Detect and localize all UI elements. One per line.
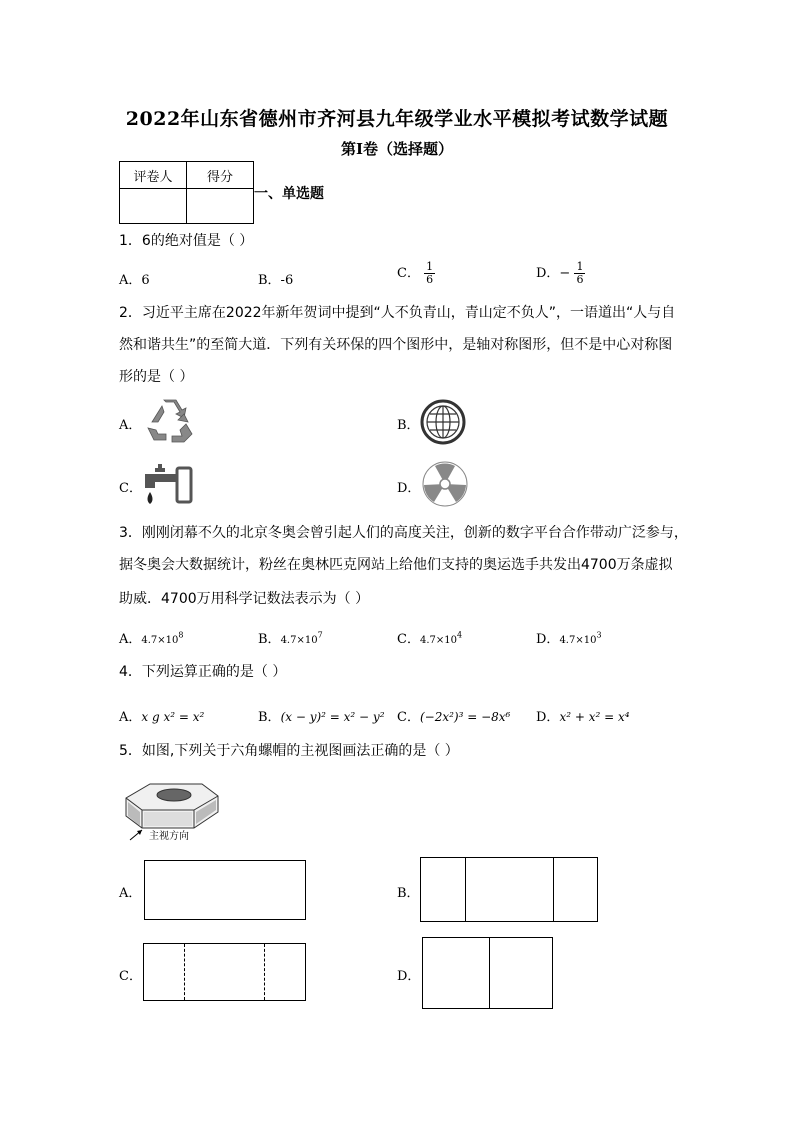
q1-option-c — [397, 261, 435, 286]
q1-option-d-label: D．− — [536, 266, 571, 281]
question-5: 5．如图,下列关于六角螺帽的主视图画法正确的是（ ） — [119, 743, 459, 759]
q5-c-dashed-left — [184, 944, 185, 1000]
q2-option-a: A． — [119, 418, 142, 433]
q3-option-c-label: C． — [397, 632, 420, 647]
q5-option-c-figure — [143, 943, 306, 1001]
q1-option-d — [536, 261, 585, 286]
q5-d-line-middle — [489, 938, 490, 1008]
score-table — [119, 161, 254, 224]
q3-option-a-exp: 8 — [178, 630, 184, 640]
q3-option-a-label: A． — [119, 632, 142, 647]
q1-option-b: B．-6 — [258, 273, 294, 288]
question-1: 1．6的绝对值是（ ） — [119, 233, 254, 249]
question-2-line-3: 形的是（ ） — [119, 369, 194, 385]
question-3-line-2: 据冬奥会大数据统计，粉丝在奥林匹克网站上给他们支持的奥运选手共发出4700万条虚拟 — [119, 557, 673, 573]
q3-option-d — [536, 628, 602, 647]
q5-option-d-figure — [422, 937, 553, 1009]
q1-option-a: A．6 — [119, 273, 150, 288]
question-2-line-1: 2．习近平主席在2022年新年贺词中提到“人不负青山，青山定不负人”，一语道出“人与自 — [119, 305, 676, 321]
q1-option-d-fraction — [574, 261, 585, 286]
q5-c-dashed-right — [264, 944, 265, 1000]
q1-d-numerator: 1 — [576, 260, 584, 273]
q4-option-b-math: (x − y)² = x² − y² — [280, 710, 385, 724]
q4-option-b — [258, 706, 385, 725]
score-cell — [187, 189, 254, 224]
q1-c-denominator: 6 — [426, 273, 434, 286]
score-header: 得分 — [187, 162, 254, 189]
q1-option-c-label: C． — [397, 266, 420, 281]
q5-b-line-right — [553, 858, 554, 921]
q3-option-d-label: D． — [536, 632, 560, 647]
question-3-line-3: 助威．4700万用科学记数法表示为（ ） — [119, 591, 370, 607]
q3-option-b-base: 4.7×10 — [280, 635, 318, 646]
q5-option-b-figure — [420, 857, 598, 922]
q3-option-c-base: 4.7×10 — [419, 635, 457, 646]
q3-option-c — [397, 628, 462, 647]
q5-option-a: A． — [119, 886, 142, 901]
recycle-icon — [144, 398, 194, 444]
q5-option-b: B． — [397, 886, 420, 901]
reviewer-cell — [120, 189, 187, 224]
q3-option-d-base: 4.7×10 — [559, 635, 597, 646]
q4-option-c — [397, 706, 510, 725]
q5-b-line-left — [465, 858, 466, 921]
q2-option-d: D． — [397, 481, 421, 496]
q4-option-d-math: x² + x² = x⁴ — [559, 710, 630, 724]
q4-option-a-label: A． — [119, 710, 142, 725]
q2-option-c: C． — [119, 481, 142, 496]
question-2-line-2: 然和谐共生”的至简大道．下列有关环保的四个图形中，是轴对称图形，但不是中心对称图 — [119, 337, 673, 353]
question-4: 4．下列运算正确的是（ ） — [119, 664, 287, 680]
globe-icon — [419, 398, 469, 446]
q3-option-d-exp: 3 — [596, 630, 602, 640]
q4-option-a — [119, 706, 204, 725]
reviewer-header: 评卷人 — [120, 162, 187, 189]
q5-option-a-figure — [144, 860, 306, 920]
q4-option-d — [536, 706, 630, 725]
question-3-line-1: 3．刚刚闭幕不久的北京冬奥会曾引起人们的高度关注，创新的数字平台合作带动广泛参与， — [119, 525, 688, 541]
q4-option-b-label: B． — [258, 710, 281, 725]
q3-option-b — [258, 628, 323, 647]
q5-option-c: C． — [119, 969, 142, 984]
q5-option-d: D． — [397, 969, 421, 984]
q3-option-c-exp: 4 — [456, 630, 463, 640]
page-title: 2022年山东省德州市齐河县九年级学业水平模拟考试数学试题 — [125, 108, 669, 130]
q3-option-b-label: B． — [258, 632, 281, 647]
q3-option-a — [119, 628, 184, 647]
q3-option-b-exp: 7 — [317, 630, 323, 640]
q1-c-numerator: 1 — [426, 260, 434, 273]
section-heading: 一、单选题 — [254, 186, 324, 202]
q4-option-c-label: C． — [397, 710, 420, 725]
q1-option-c-fraction — [424, 261, 435, 286]
q4-option-d-label: D． — [536, 710, 560, 725]
radiation-icon — [421, 460, 471, 508]
water-tap-icon — [141, 462, 195, 508]
q4-option-c-math: (−2x²)³ = −8x⁶ — [419, 710, 511, 724]
q1-d-denominator: 6 — [576, 273, 584, 286]
figure-caption: 主视方向 — [149, 831, 189, 842]
page-subtitle: 第I卷（选择题） — [340, 140, 454, 158]
q4-option-a-math: x g x² = x² — [141, 710, 205, 724]
q2-option-b: B． — [397, 418, 420, 433]
q3-option-a-base: 4.7×10 — [141, 635, 179, 646]
